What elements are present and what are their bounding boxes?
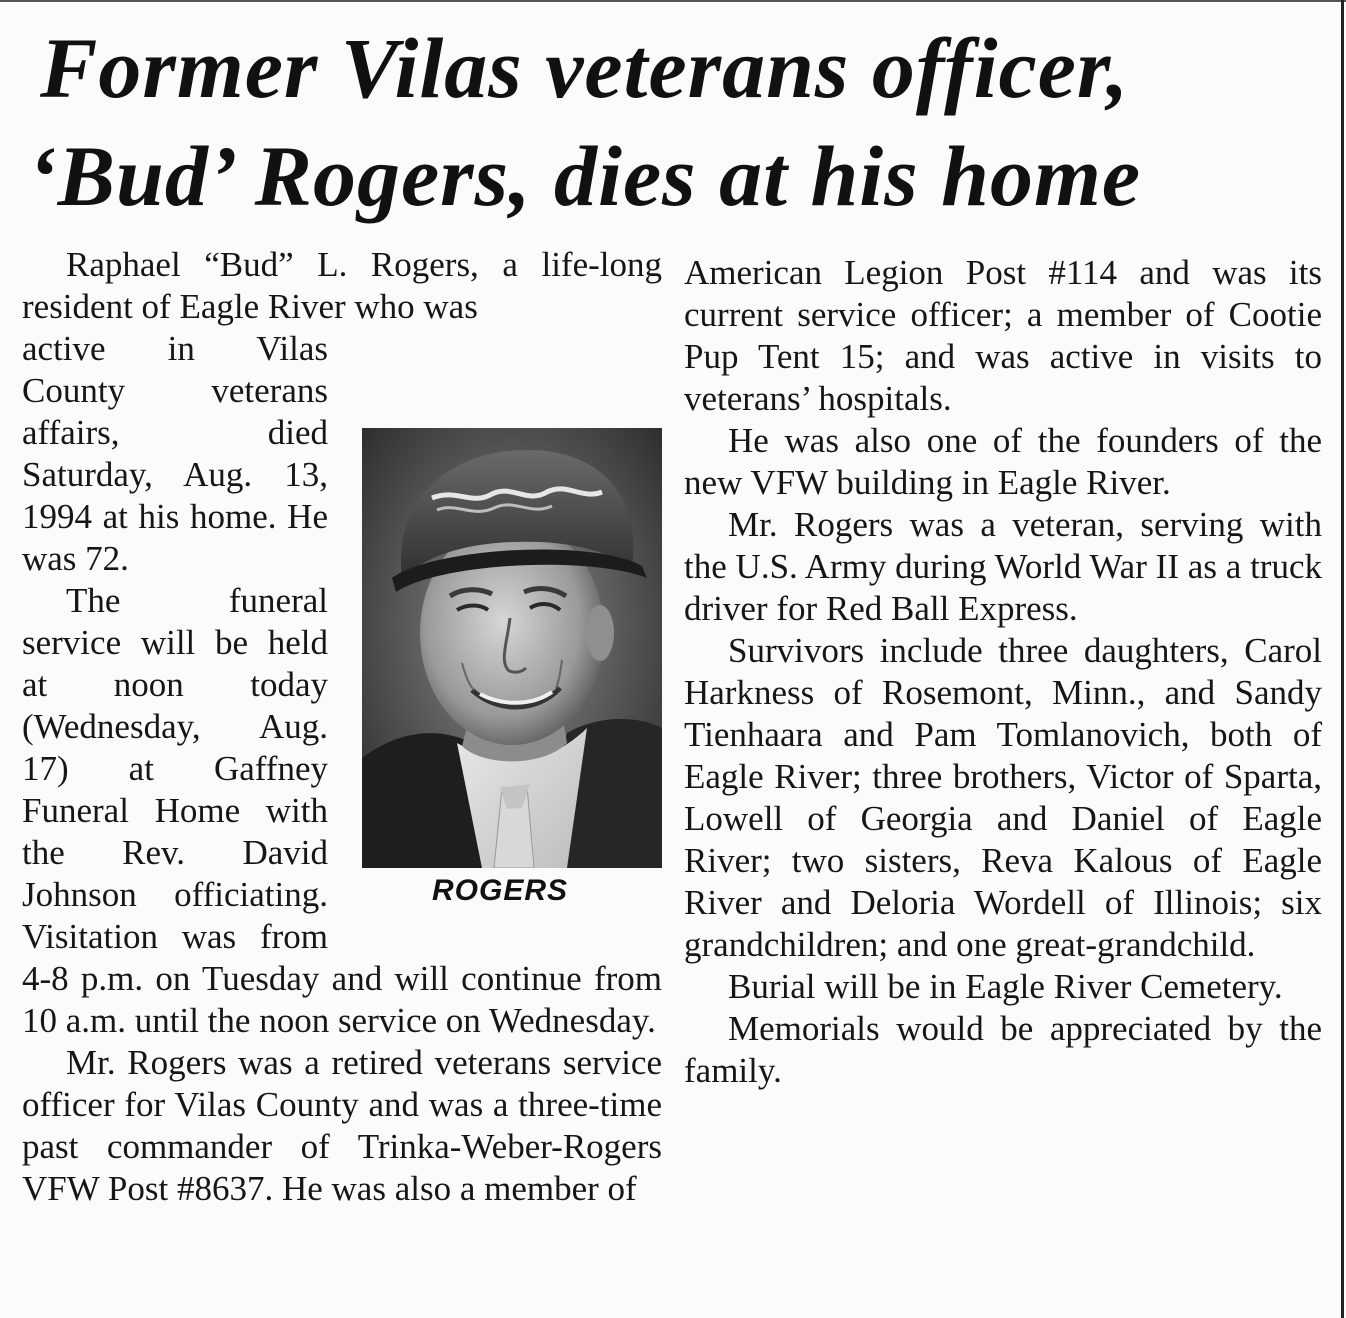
portrait-image [362,428,662,868]
headline [28,14,1328,230]
portrait-photo [362,428,662,868]
paragraph-memorials: Memorials would be appreciated by the family. [684,1009,1322,1090]
paragraph-funeral: The funeral service will be held at noon today (Wednesday, Aug. 17) at Gaffney Funeral Home with the Rev. David Johnson officiating. Visitation was from 4-8 p.m. on Tuesday and will continue from 10 a.m. until the noon service on Wednesday. [22,581,662,1040]
paragraph-burial: Burial will be in Eagle River Cemetery. [728,967,1283,1006]
right-edge-rule [1341,0,1344,1318]
photo-block [350,428,662,924]
paragraph-wrap: active in Vilas County veterans affairs, died Saturday, Aug. 13, 1994 at his home. He was 72. [22,329,328,578]
headline-line-2: ‘Bud’ Rogers, dies at his home [28,128,1142,224]
article-column-right [684,252,1322,1092]
paragraph-career-right: American Legion Post #114 and was its current service officer; a member of Cootie Pup Tent 15; and was active in visits to veterans’ hospitals. [684,253,1322,418]
paragraph-founders: He was also one of the founders of the new VFW building in Eagle River. [684,421,1322,502]
paragraph-career-left: Mr. Rogers was a retired veterans service officer for Vilas County and was a three-time past commander of Trinka-Weber-Rogers VFW Post #8637. He was also a member of [22,1043,662,1208]
top-edge-rule [0,0,1346,2]
headline-line-1: Former Vilas veterans officer, [40,20,1130,116]
article-column-left [22,244,662,1210]
paragraph-lead: Raphael “Bud” L. Rogers, a life-long resident of Eagle River who was [22,245,662,326]
paragraph-military: Mr. Rogers was a veteran, serving with the U.S. Army during World War II as a truck driver for Red Ball Express. [684,505,1322,628]
photo-caption: ROGERS [431,874,569,907]
paragraph-survivors: Survivors include three daughters, Carol Harkness of Rosemont, Minn., and Sandy Tienhaara and Pam Tomlanovich, both of Eagle River; three brothers, Victor of Sparta, Lowell of Georgia and Daniel of Eagle River; two sisters, Reva Kalous of Eagle River and Deloria Wordell of Illinois; six grandchildren; and one great-grandchild. [684,631,1322,964]
